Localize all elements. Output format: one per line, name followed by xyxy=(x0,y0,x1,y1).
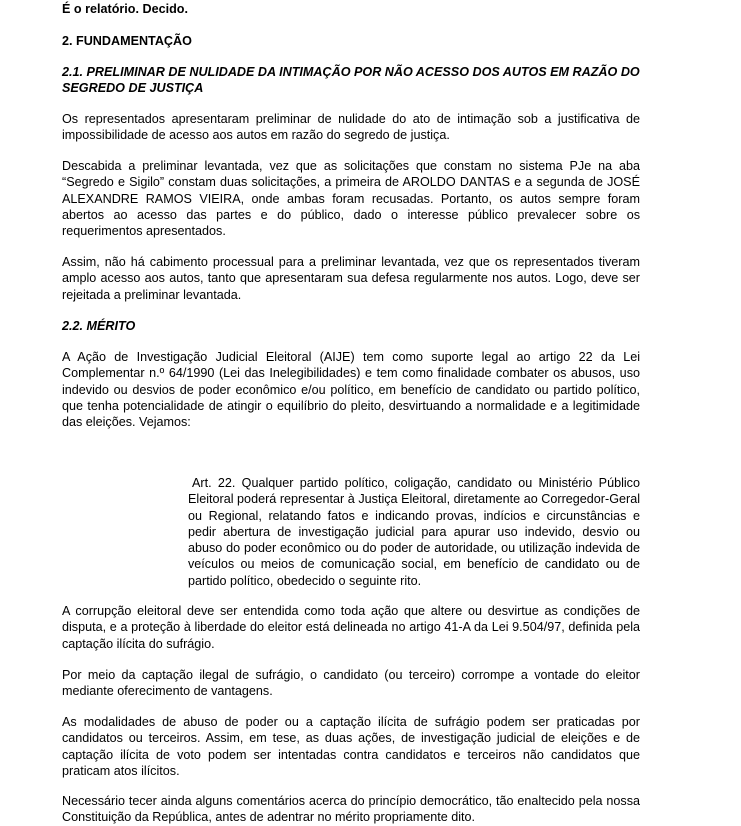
heading-merito: 2.2. MÉRITO xyxy=(62,319,136,333)
decido-line: É o relatório. Decido. xyxy=(62,2,188,16)
paragraph-principio-democratico: Necessário tecer ainda alguns comentários acerca do princípio democrático, tão enaltecido pela nossa Constituição da República, antes de adentrar no mérito propriamente dito. xyxy=(62,794,640,825)
paragraph-captacao: Por meio da captação ilegal de sufrágio, o candidato (ou terceiro) corrompe a vontade do eleitor mediante oferecimento de vantagens. xyxy=(62,668,640,699)
quote-art-22: Art. 22. Qualquer partido político, coligação, candidato ou Ministério Público Eleitoral poderá representar à Justiça Eleitoral, diretamente ao Corregedor-Geral ou Regional, relatando fatos e indicando provas, indícios e circunstâncias e pedir abertura de investigação judicial para apurar uso indevido, desvio ou abuso do poder econômico ou do poder de autoridade, ou utilização indevida de veículos ou meios de comunicação social, em benefício de candidato ou de partido político, obedecido o seguinte rito. xyxy=(188,476,640,588)
heading-preliminar: 2.1. PRELIMINAR DE NULIDADE DA INTIMAÇÃO POR NÃO ACESSO DOS AUTOS EM RAZÃO DO SEGREDO DE JUSTIÇA xyxy=(62,65,640,96)
paragraph-preliminar-rejeitada: Assim, não há cabimento processual para a preliminar levantada, vez que os representados tiveram amplo acesso aos autos, tanto que apresentaram sua defesa regularmente nos autos. Logo, deve ser rejeitada a preliminar levantada. xyxy=(62,255,640,302)
paragraph-preliminar-descabida: Descabida a preliminar levantada, vez que as solicitações que constam no sistema PJe na aba “Segredo e Sigilo” constam duas solicitações, a primeira de AROLDO DANTAS e a segunda de JOSÉ ALEXANDRE RAMOS VIEIRA, onde ambas foram recusadas. Portanto, os autos sempre foram abertos ao acesso das partes e do público, dado o interesse público prevalecer sobre os requerimentos apresentados. xyxy=(62,159,640,239)
heading-fundamentacao: 2. FUNDAMENTAÇÃO xyxy=(62,34,192,48)
paragraph-modalidades: As modalidades de abuso de poder ou a captação ilícita de sufrágio podem ser praticadas por candidatos ou terceiros. Assim, em tese, as duas ações, de investigação judicial de eleições e de captação ilícita de voto podem ser intentadas contra candidatos e terceiros não candidatos que praticam atos ilícitos. xyxy=(62,715,640,778)
paragraph-aije: A Ação de Investigação Judicial Eleitoral (AIJE) tem como suporte legal ao artigo 22 da Lei Complementar n.º 64/1990 (Lei das Inelegibilidades) e tem como finalidade combater os abusos, uso indevido ou desvios de poder econômico e/ou político, em benefício de candidato ou partido político, que tenha potencialidade de atingir o equilíbrio do pleito, desvirtuando a normalidade e a legitimidade das eleições. Vejamos: xyxy=(62,350,640,430)
paragraph-preliminar-intro: Os representados apresentaram preliminar de nulidade do ato de intimação sob a justificativa de impossibilidade de acesso aos autos em razão do segredo de justiça. xyxy=(62,112,640,143)
paragraph-corrupcao: A corrupção eleitoral deve ser entendida como toda ação que altere ou desvirtue as condições de disputa, e a proteção à liberdade do eleitor está delineada no artigo 41-A da Lei 9.504/97, definida pela captação ilícita do sufrágio. xyxy=(62,604,640,651)
